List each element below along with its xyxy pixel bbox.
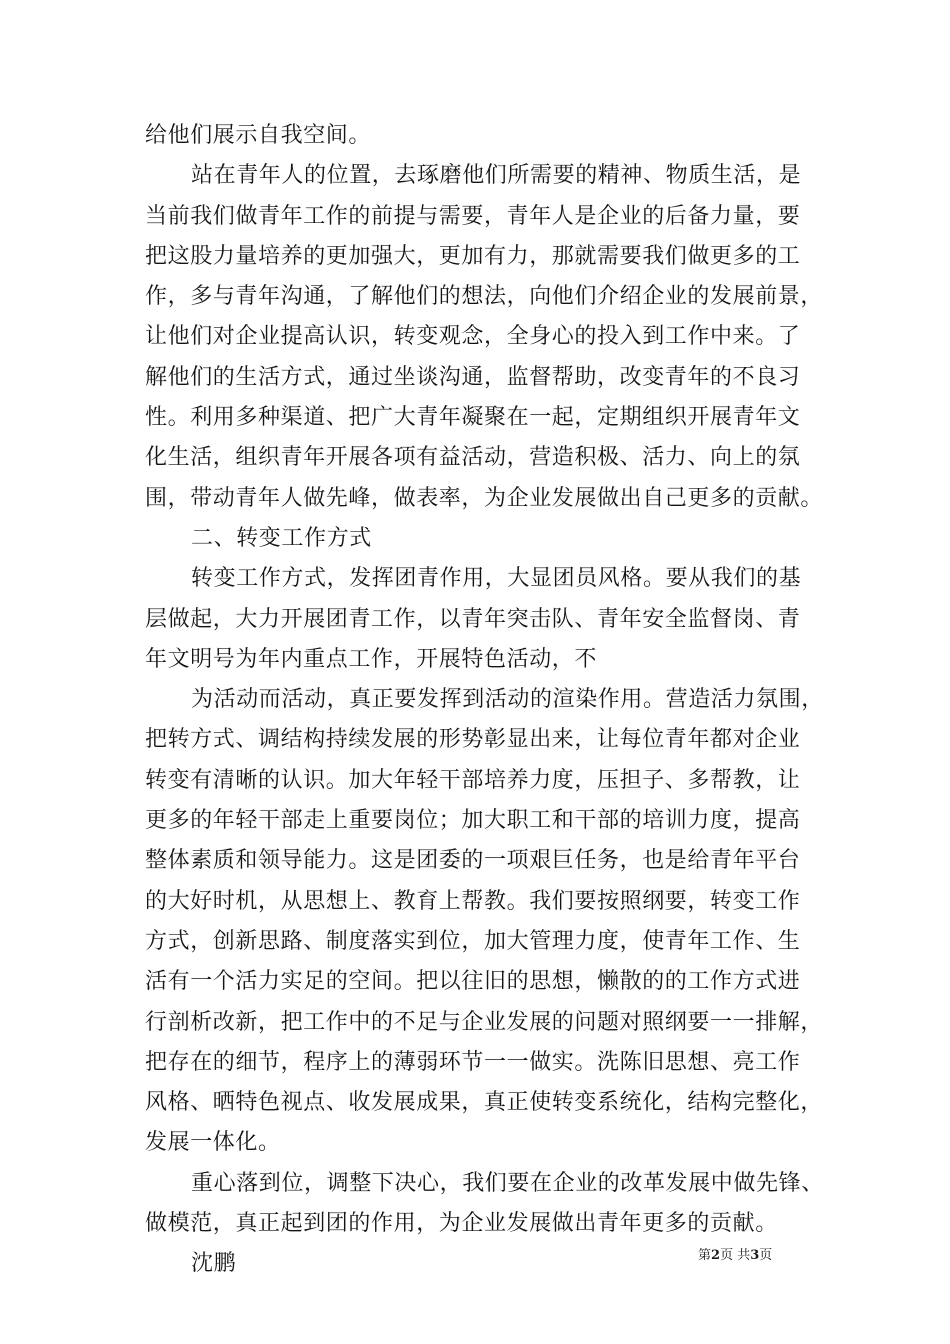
footer-middle: 页 共	[720, 1248, 751, 1263]
text-line: 活有一个活力实足的空间。把以往旧的思想，懒散的的工作方式进	[145, 969, 801, 995]
text-line: 行剖析改新，把工作中的不足与企业发展的问题对照纲要一一排解，	[145, 1009, 824, 1035]
text-line: 为活动而活动，真正要发挥到活动的渲染作用。营造活力氛围，	[191, 687, 824, 713]
text-line: 解他们的生活方式，通过坐谈沟通，监督帮助，改变青年的不良习	[145, 364, 801, 390]
text-line: 站在青年人的位置，去琢磨他们所需要的精神、物质生活，是	[191, 163, 802, 189]
text-line: 性。利用多种渠道、把广大青年凝聚在一起，定期组织开展青年文	[145, 405, 801, 431]
text-line: 重心落到位，调整下决心，我们要在企业的改革发展中做先锋、	[191, 1170, 824, 1196]
page-footer	[698, 1246, 772, 1266]
text-line: 的大好时机，从思想上、教育上帮教。我们要按照纲要，转变工作	[145, 888, 801, 914]
text-line: 整体素质和领导能力。这是团委的一项艰巨任务，也是给青年平台	[145, 848, 801, 874]
footer-suffix: 页	[759, 1248, 773, 1263]
text-line: 转变工作方式，发挥团青作用，大显团员风格。要从我们的基	[191, 566, 802, 592]
footer-prefix: 第	[698, 1248, 712, 1263]
document-body	[145, 116, 825, 1285]
footer-total-pages: 3	[750, 1248, 760, 1263]
text-line: 当前我们做青年工作的前提与需要，青年人是企业的后备力量，要	[145, 203, 801, 229]
text-line: 做模范，真正起到团的作用，为企业发展做出青年更多的贡献。	[145, 1211, 778, 1237]
text-line: 年文明号为年内重点工作，开展特色活动，不	[145, 646, 598, 672]
text-line: 转变有清晰的认识。加大年轻干部培养力度，压担子、多帮教，让	[145, 767, 801, 793]
text-line: 沈鹏	[191, 1251, 237, 1277]
text-line: 发展一体化。	[145, 1130, 281, 1156]
text-line: 作，多与青年沟通，了解他们的想法，向他们介绍企业的发展前景，	[145, 284, 824, 310]
text-line: 方式，创新思路、制度落实到位，加大管理力度，使青年工作、生	[145, 928, 801, 954]
text-line: 把存在的细节，程序上的薄弱环节一一做实。洗陈旧思想、亮工作	[145, 1049, 801, 1075]
text-line: 把转方式、调结构持续发展的形势彰显出来，让每位青年都对企业	[145, 727, 801, 753]
text-line: 更多的年轻干部走上重要岗位；加大职工和干部的培训力度，提高	[145, 808, 801, 834]
text-line: 层做起，大力开展团青工作，以青年突击队、青年安全监督岗、青	[145, 606, 801, 632]
text-line: 化生活，组织青年开展各项有益活动，营造积极、活力、向上的氛	[145, 445, 801, 471]
text-line: 围，带动青年人做先峰，做表率，为企业发展做出自己更多的贡献。	[145, 485, 824, 511]
text-line: 二、转变工作方式	[191, 525, 372, 551]
text-line: 风格、晒特色视点、收发展成果，真正使转变系统化，结构完整化，	[145, 1090, 824, 1116]
text-line: 把这股力量培养的更加强大，更加有力，那就需要我们做更多的工	[145, 243, 801, 269]
text-line: 给他们展示自我空间。	[145, 123, 372, 148]
text-line: 让他们对企业提高认识，转变观念，全身心的投入到工作中来。了	[145, 324, 801, 350]
footer-current-page: 2	[711, 1248, 721, 1263]
